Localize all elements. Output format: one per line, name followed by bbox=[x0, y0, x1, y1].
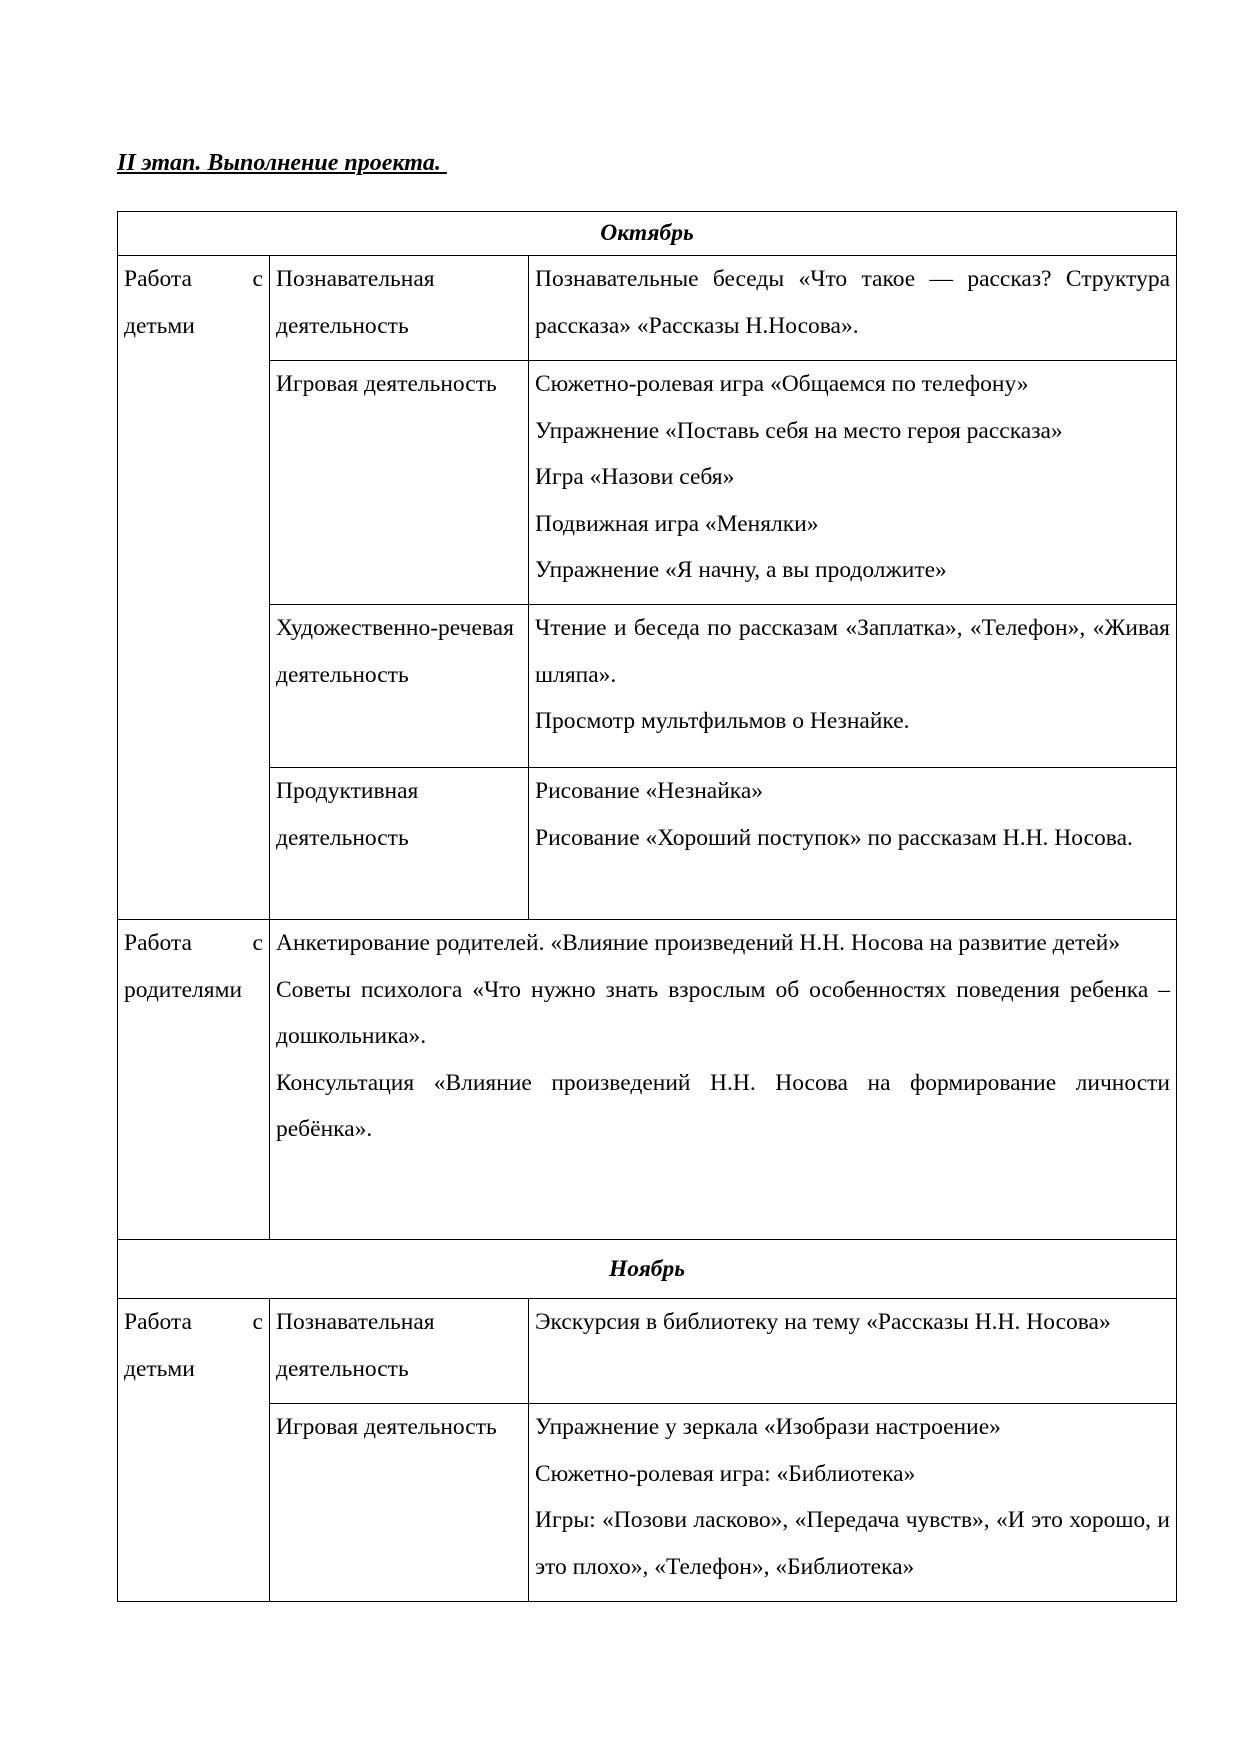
activity-item: Чтение и беседа по рассказам «Заплатка», «Телефон», «Живая шляпа». bbox=[535, 615, 1170, 688]
activity-item: Упражнение «Я начну, а вы продолжите» bbox=[535, 557, 947, 583]
section-title: II этап. Выполнение проекта. bbox=[117, 150, 447, 176]
row-label-children: Работа с детьми bbox=[118, 256, 270, 920]
activity-type: Познавательная деятельность bbox=[270, 1299, 529, 1404]
parents-item: Советы психолога «Что нужно знать взрослым об особенностях поведения ребенка – дошкольника». bbox=[276, 976, 1170, 1049]
project-plan-table bbox=[117, 211, 1177, 1602]
parents-item: Анкетирование родителей. «Влияние произведений Н.Н. Носова на развитие детей» bbox=[276, 930, 1121, 956]
month-header-november: Ноябрь bbox=[118, 1240, 1177, 1299]
activity-item: Просмотр мультфильмов о Незнайке. bbox=[535, 708, 910, 734]
activity-item: Сюжетно-ролевая игра «Общаемся по телефону» bbox=[535, 371, 1029, 397]
activity-items bbox=[529, 605, 1177, 768]
activity-item: Упражнение «Поставь себя на место героя рассказа» bbox=[535, 417, 1063, 444]
activity-item: Познавательные беседы «Что такое — рассказ? Структура рассказа» «Рассказы Н.Носова». bbox=[535, 266, 1170, 339]
activity-type: Игровая деятельность bbox=[270, 1404, 529, 1602]
activity-item: Подвижная игра «Менялки» bbox=[535, 510, 819, 537]
parents-item: Консультация «Влияние произведений Н.Н. Носова на формирование личности ребёнка». bbox=[276, 1069, 1170, 1142]
activity-item: Упражнение у зеркала «Изобрази настроение» bbox=[535, 1414, 1001, 1440]
row-label-parents: Работа с родителями bbox=[118, 920, 270, 1240]
activity-items bbox=[529, 1299, 1177, 1404]
activity-type: Познавательная деятельность bbox=[270, 256, 529, 361]
activity-items bbox=[529, 256, 1177, 361]
activity-item: Игра «Назови себя» bbox=[535, 464, 735, 490]
activity-type: Художественно-речевая деятельность bbox=[270, 605, 529, 768]
activity-items bbox=[529, 768, 1177, 920]
activity-item: Рисование «Незнайка» bbox=[535, 778, 764, 804]
activity-item: Экскурсия в библиотеку на тему «Рассказы Н.Н. Носова» bbox=[535, 1309, 1111, 1335]
activity-item: Рисование «Хороший поступок» по рассказам Н.Н. Носова. bbox=[535, 824, 1133, 851]
activity-type: Продуктивная деятельность bbox=[270, 768, 529, 920]
activity-items bbox=[529, 1404, 1177, 1602]
month-header-october: Октябрь bbox=[118, 212, 1177, 256]
activity-item: Сюжетно-ролевая игра: «Библиотека» bbox=[535, 1460, 916, 1487]
row-label-children: Работа с детьми bbox=[118, 1299, 270, 1602]
activity-items bbox=[529, 361, 1177, 605]
parents-items bbox=[270, 920, 1177, 1240]
activity-type: Игровая деятельность bbox=[270, 361, 529, 605]
activity-item: Игры: «Позови ласково», «Передача чувств», «И это хорошо, и это плохо», «Телефон», «Библиотека» bbox=[535, 1507, 1170, 1580]
